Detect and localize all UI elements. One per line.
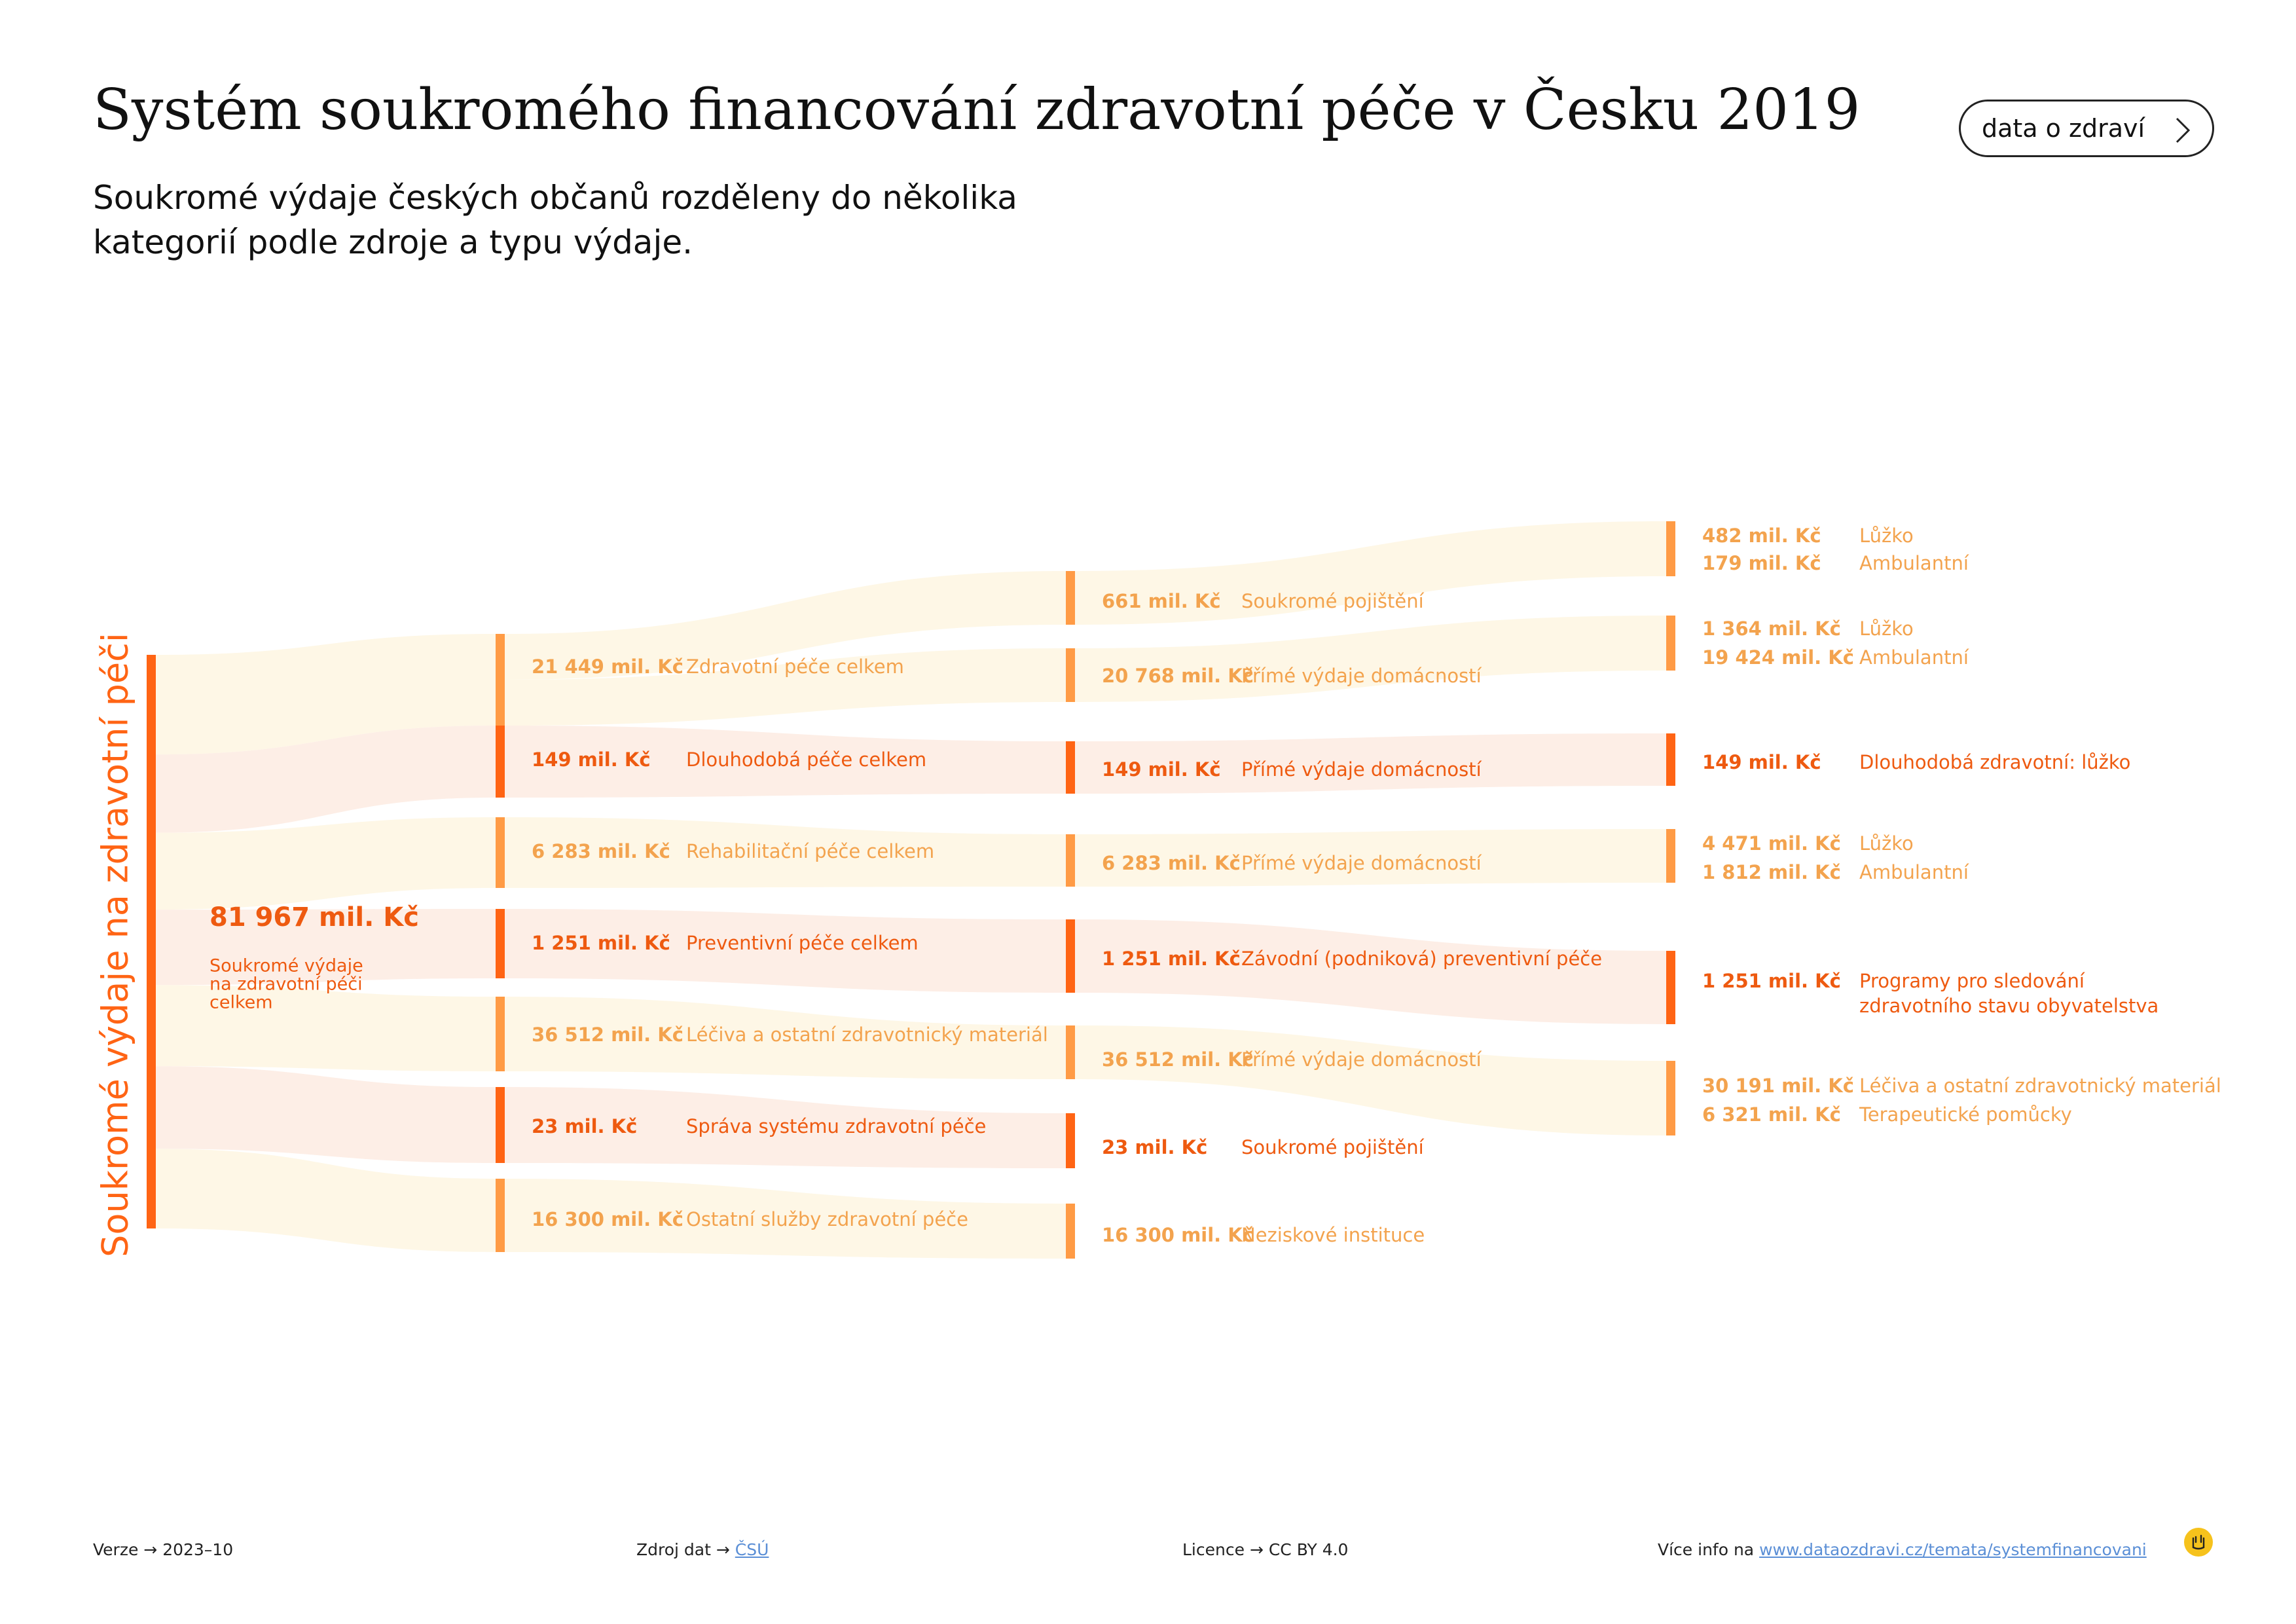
- arrow-right-icon: →: [716, 1540, 730, 1559]
- type-label: Ambulantní: [1859, 646, 1969, 669]
- category-value: 21 449 mil. Kč: [532, 655, 683, 678]
- source-label: Přímé výdaje domácností: [1241, 1048, 1482, 1071]
- source-value: 6 283 mil. Kč: [1102, 852, 1241, 874]
- type-value: 1 812 mil. Kč: [1702, 861, 1841, 883]
- source-bar: [1066, 741, 1075, 794]
- type-bar: [1666, 951, 1675, 1024]
- category-value: 149 mil. Kč: [532, 748, 651, 771]
- source-value: 20 768 mil. Kč: [1102, 665, 1254, 687]
- category-label: Léčiva a ostatní zdravotnický materiál: [686, 1024, 1048, 1046]
- total-label-line: celkem: [210, 992, 273, 1013]
- category-bar: [496, 909, 505, 978]
- category-label: Ostatní služby zdravotní péče: [686, 1208, 968, 1230]
- footer-source-link[interactable]: ČSÚ: [735, 1540, 769, 1559]
- source-bar: [1066, 1113, 1075, 1168]
- type-label: Léčiva a ostatní zdravotnický materiál: [1859, 1075, 2221, 1097]
- source-label: Přímé výdaje domácností: [1241, 665, 1482, 687]
- category-bar: [496, 997, 505, 1071]
- category-value: 6 283 mil. Kč: [532, 840, 670, 862]
- total-value: 81 967 mil. Kč: [210, 902, 419, 932]
- type-value: 30 191 mil. Kč: [1702, 1075, 1854, 1097]
- source-bar: [1066, 834, 1075, 887]
- footer-version: [93, 1540, 233, 1559]
- category-label: Preventivní péče celkem: [686, 932, 919, 954]
- category-value: 1 251 mil. Kč: [532, 932, 670, 954]
- type-label: Lůžko: [1859, 525, 1914, 547]
- subtitle-line-1: Soukromé výdaje českých občanů rozděleny do několika: [93, 179, 1017, 217]
- flow-src-to-type-5: [1075, 1025, 1666, 1135]
- source-value: 16 300 mil. Kč: [1102, 1224, 1254, 1246]
- type-value: 6 321 mil. Kč: [1702, 1103, 1841, 1126]
- source-value: 1 251 mil. Kč: [1102, 948, 1241, 970]
- type-value: 482 mil. Kč: [1702, 525, 1821, 547]
- category-bar: [496, 1087, 505, 1163]
- type-label: Terapeutické pomůcky: [1859, 1103, 2072, 1126]
- category-value: 16 300 mil. Kč: [532, 1208, 683, 1230]
- source-bar: [1066, 1025, 1075, 1079]
- source-value: 36 512 mil. Kč: [1102, 1048, 1254, 1071]
- flow-src-to-type-4: [1075, 919, 1666, 1024]
- source-label: Závodní (podniková) preventivní péče: [1241, 948, 1603, 970]
- flow-root-to-5: [156, 1066, 496, 1163]
- type-value: 1 251 mil. Kč: [1702, 970, 1841, 992]
- arrow-right-icon: →: [143, 1540, 158, 1559]
- total-bar: [147, 655, 156, 1228]
- footer-license: [1182, 1540, 1348, 1559]
- logo-glyph-icon: [2189, 1533, 2208, 1551]
- source-value: 661 mil. Kč: [1102, 590, 1221, 612]
- source-label: Soukromé pojištění: [1241, 1136, 1424, 1158]
- category-bar: [496, 726, 505, 798]
- category-value: 36 512 mil. Kč: [532, 1024, 683, 1046]
- category-bar: [496, 634, 505, 726]
- footer-license-label: Licence: [1182, 1540, 1245, 1559]
- category-label: Dlouhodobá péče celkem: [686, 748, 927, 771]
- source-bar: [1066, 571, 1075, 625]
- category-label: Rehabilitační péče celkem: [686, 840, 935, 862]
- footer-more-info-label: Více info na: [1658, 1540, 1755, 1559]
- type-value: 1 364 mil. Kč: [1702, 618, 1841, 640]
- type-label: Lůžko: [1859, 832, 1914, 855]
- footer-source-label: Zdroj dat: [636, 1540, 711, 1559]
- source-label: Neziskové instituce: [1241, 1224, 1425, 1246]
- category-value: 23 mil. Kč: [532, 1115, 638, 1137]
- subtitle-line-2: kategorií podle zdroje a typu výdaje.: [93, 223, 693, 261]
- type-label: Dlouhodobá zdravotní: lůžko: [1859, 751, 2131, 773]
- total-label-line: na zdravotní péči: [210, 974, 363, 995]
- footer-version-value: 2023–10: [162, 1540, 234, 1559]
- type-bar: [1666, 521, 1675, 576]
- type-label: Lůžko: [1859, 618, 1914, 640]
- source-bar: [1066, 919, 1075, 993]
- category-label: Správa systému zdravotní péče: [686, 1115, 987, 1137]
- footer-license-value: CC BY 4.0: [1268, 1540, 1349, 1559]
- footer-more-info: [1658, 1540, 2147, 1559]
- category-label: Zdravotní péče celkem: [686, 655, 904, 678]
- footer-source: [636, 1540, 769, 1559]
- data-o-zdravi-label: data o zdraví: [1982, 114, 2145, 143]
- type-value: 4 471 mil. Kč: [1702, 832, 1841, 855]
- flow-root-to-4: [156, 985, 496, 1071]
- source-label: Přímé výdaje domácností: [1241, 758, 1482, 781]
- vertical-axis-label: Soukromé výdaje na zdravotní péči: [94, 633, 136, 1257]
- source-label: Soukromé pojištění: [1241, 590, 1424, 612]
- type-value: 179 mil. Kč: [1702, 552, 1821, 574]
- type-bar: [1666, 616, 1675, 671]
- category-bar: [496, 1179, 505, 1252]
- type-label-line2: zdravotního stavu obyvatelstva: [1859, 995, 2159, 1017]
- type-bar: [1666, 733, 1675, 786]
- type-label: Programy pro sledování: [1859, 970, 2085, 992]
- footer-version-label: Verze: [93, 1540, 139, 1559]
- source-bar: [1066, 1204, 1075, 1259]
- category-bar: [496, 817, 505, 888]
- type-bar: [1666, 829, 1675, 883]
- source-value: 149 mil. Kč: [1102, 758, 1221, 781]
- type-label: Ambulantní: [1859, 552, 1969, 574]
- flow-src-to-type-1: [1075, 616, 1666, 702]
- page-title: Systém soukromého financování zdravotní péče v Česku 2019: [93, 77, 1861, 143]
- arrow-right-icon: →: [1249, 1540, 1264, 1559]
- type-bar: [1666, 1061, 1675, 1135]
- total-label-line: Soukromé výdaje: [210, 955, 363, 976]
- footer-more-info-link[interactable]: www.dataozdravi.cz/temata/systemfinancovani: [1759, 1540, 2147, 1559]
- type-value: 149 mil. Kč: [1702, 751, 1821, 773]
- type-label: Ambulantní: [1859, 861, 1969, 883]
- source-label: Přímé výdaje domácností: [1241, 852, 1482, 874]
- source-value: 23 mil. Kč: [1102, 1136, 1208, 1158]
- source-bar: [1066, 648, 1075, 702]
- logo-icon: [2184, 1528, 2213, 1557]
- flow-layer: [156, 521, 1666, 1259]
- type-value: 19 424 mil. Kč: [1702, 646, 1854, 669]
- flow-root-to-6: [156, 1149, 496, 1252]
